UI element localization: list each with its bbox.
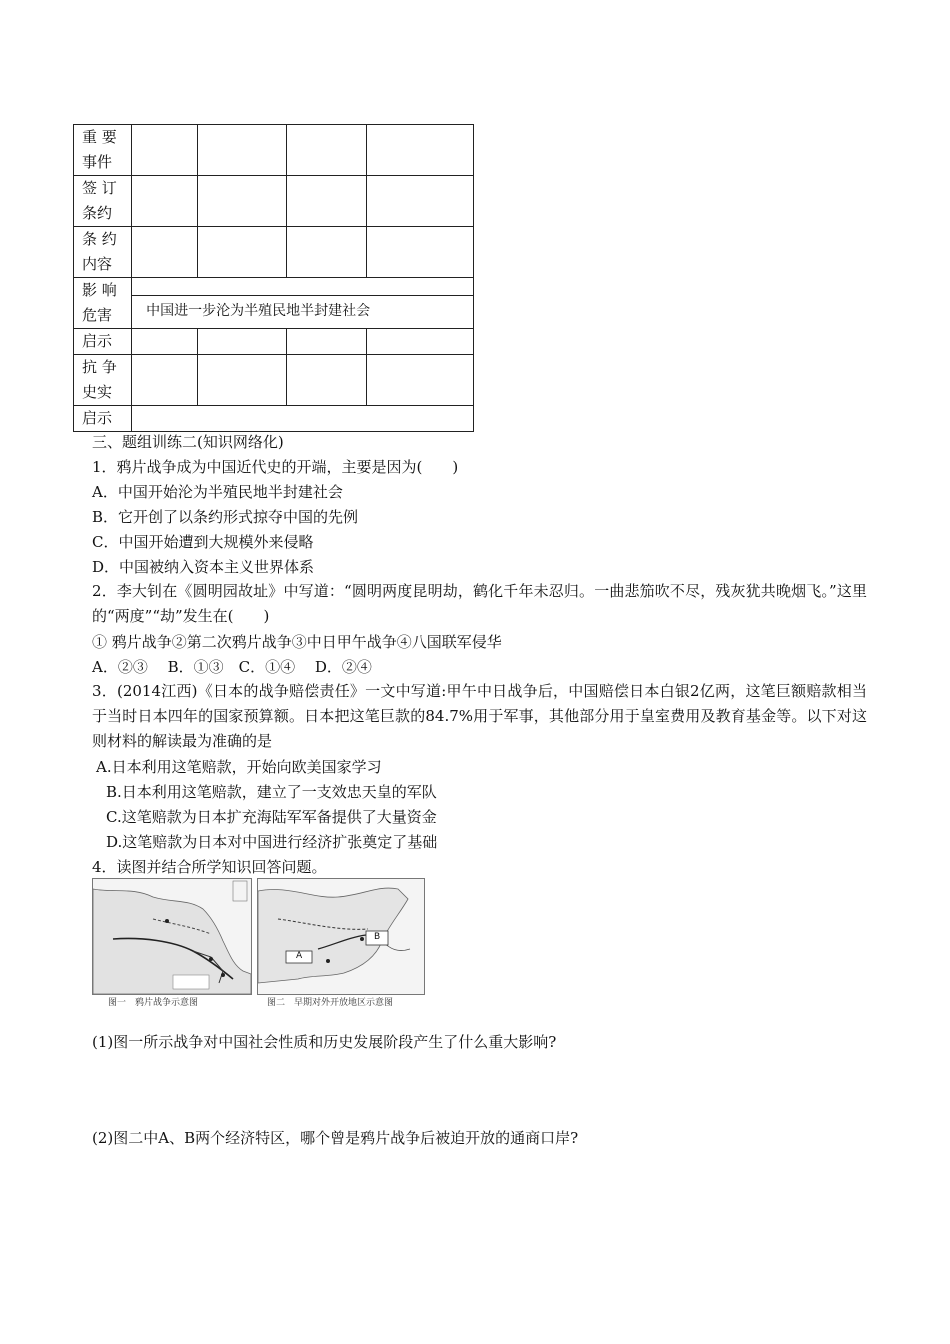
q3-option-b: B.日本利用这笔赔款，建立了一支效忠天皇的军队 (106, 783, 437, 801)
q3-option-a: A.日本利用这笔赔款，开始向欧美国家学习 (96, 758, 382, 776)
q4-maps (92, 878, 423, 1008)
table-cell[interactable] (366, 125, 473, 176)
map1-caption: 图一 鸦片战争示意图 (108, 998, 199, 1008)
table-cell[interactable] (366, 176, 473, 227)
q4-sub2: (2)图二中A、B两个经济特区，哪个曾是鸦片战争后被迫开放的通商口岸? (92, 1129, 579, 1147)
row-label: 签 订 条约 (74, 176, 132, 227)
map-label-a: A (296, 951, 303, 961)
table-cell[interactable] (132, 329, 198, 355)
q1-option-c: C．中国开始遭到大规模外来侵略 (92, 533, 314, 551)
q1-option-b: B．它开创了以条约形式掠夺中国的先例 (92, 508, 359, 526)
q1-option-a: A．中国开始沦为半殖民地半封建社会 (92, 483, 343, 501)
table-row (74, 125, 474, 176)
table-row (74, 176, 474, 227)
history-summary-table (73, 124, 474, 432)
table-row (74, 329, 474, 355)
open-regions-map (257, 878, 425, 995)
table-cell[interactable] (132, 176, 198, 227)
q1-stem: 1．鸦片战争成为中国近代史的开端，主要是因为( ) (92, 458, 459, 476)
table-row (74, 406, 474, 432)
q3-stem: 3．(2014江西)《日本的战争赔偿责任》一文中写道:甲午中日战争后，中国赔偿日本白银2亿两，这笔巨额赔款相当于当时日本四年的国家预算额。日本把这笔巨款的84.7%用于军事，其他部分用于皇室费用及教育基金等。以下对这则材料的解读最为准确的是 (92, 682, 867, 750)
impact-blank-strip[interactable] (132, 278, 473, 296)
table-cell[interactable] (286, 355, 366, 406)
map2-caption: 图二 早期对外开放地区示意图 (267, 998, 394, 1008)
table-cell[interactable] (286, 329, 366, 355)
table-cell[interactable] (366, 355, 473, 406)
row-label: 启示 (74, 329, 132, 355)
table-row (74, 355, 474, 406)
table-cell[interactable] (132, 125, 198, 176)
opium-war-map-drawing (93, 879, 251, 994)
table-row (74, 278, 474, 329)
impact-text: 中国进一步沦为半殖民地半封建社会 (146, 303, 371, 319)
table-cell[interactable] (366, 329, 473, 355)
q3-option-c: C.这笔赔款为日本扩充海陆军军备提供了大量资金 (106, 808, 437, 826)
table-cell[interactable] (132, 406, 474, 432)
table-cell[interactable] (132, 355, 198, 406)
table-cell[interactable] (286, 176, 366, 227)
table-row (74, 227, 474, 278)
table-cell[interactable] (198, 125, 286, 176)
q3-option-d: D.这笔赔款为日本对中国进行经济扩张奠定了基础 (106, 833, 438, 851)
row-label: 抗 争 史实 (74, 355, 132, 406)
q4-sub1: (1)图一所示战争对中国社会性质和历史发展阶段产生了什么重大影响? (92, 1033, 557, 1051)
table-cell[interactable] (286, 125, 366, 176)
impact-cell (132, 278, 474, 329)
table-cell[interactable] (198, 176, 286, 227)
table-cell[interactable] (132, 227, 198, 278)
q1-option-d: D．中国被纳入资本主义世界体系 (92, 558, 315, 576)
q2-answers: A．②③ B．①③ C．①④ D．②④ (92, 658, 372, 676)
q2-stem: 2．李大钊在《圆明园故址》中写道：“圆明两度昆明劫，鹤化千年未忍归。一曲悲笳吹不尽，残灰犹共晚烟飞。”这里的“两度”“劫”发生在( ) (92, 582, 867, 625)
table-cell[interactable] (366, 227, 473, 278)
table-cell[interactable] (198, 227, 286, 278)
table-cell[interactable] (198, 355, 286, 406)
row-label: 影 响 危害 (74, 278, 132, 329)
table-cell[interactable] (198, 329, 286, 355)
row-label: 重 要 事件 (74, 125, 132, 176)
table-cell[interactable] (286, 227, 366, 278)
q4-stem: 4．读图并结合所学知识回答问题。 (92, 858, 327, 876)
row-label: 启示 (74, 406, 132, 432)
q2-choices: ① 鸦片战争②第二次鸦片战争③中日甲午战争④八国联军侵华 (92, 633, 502, 651)
open-regions-map-drawing (258, 879, 424, 994)
row-label: 条 约 内容 (74, 227, 132, 278)
map-label-b: B (374, 932, 381, 942)
section-title: 三、题组训练二(知识网络化) (92, 433, 284, 451)
opium-war-map (92, 878, 252, 995)
